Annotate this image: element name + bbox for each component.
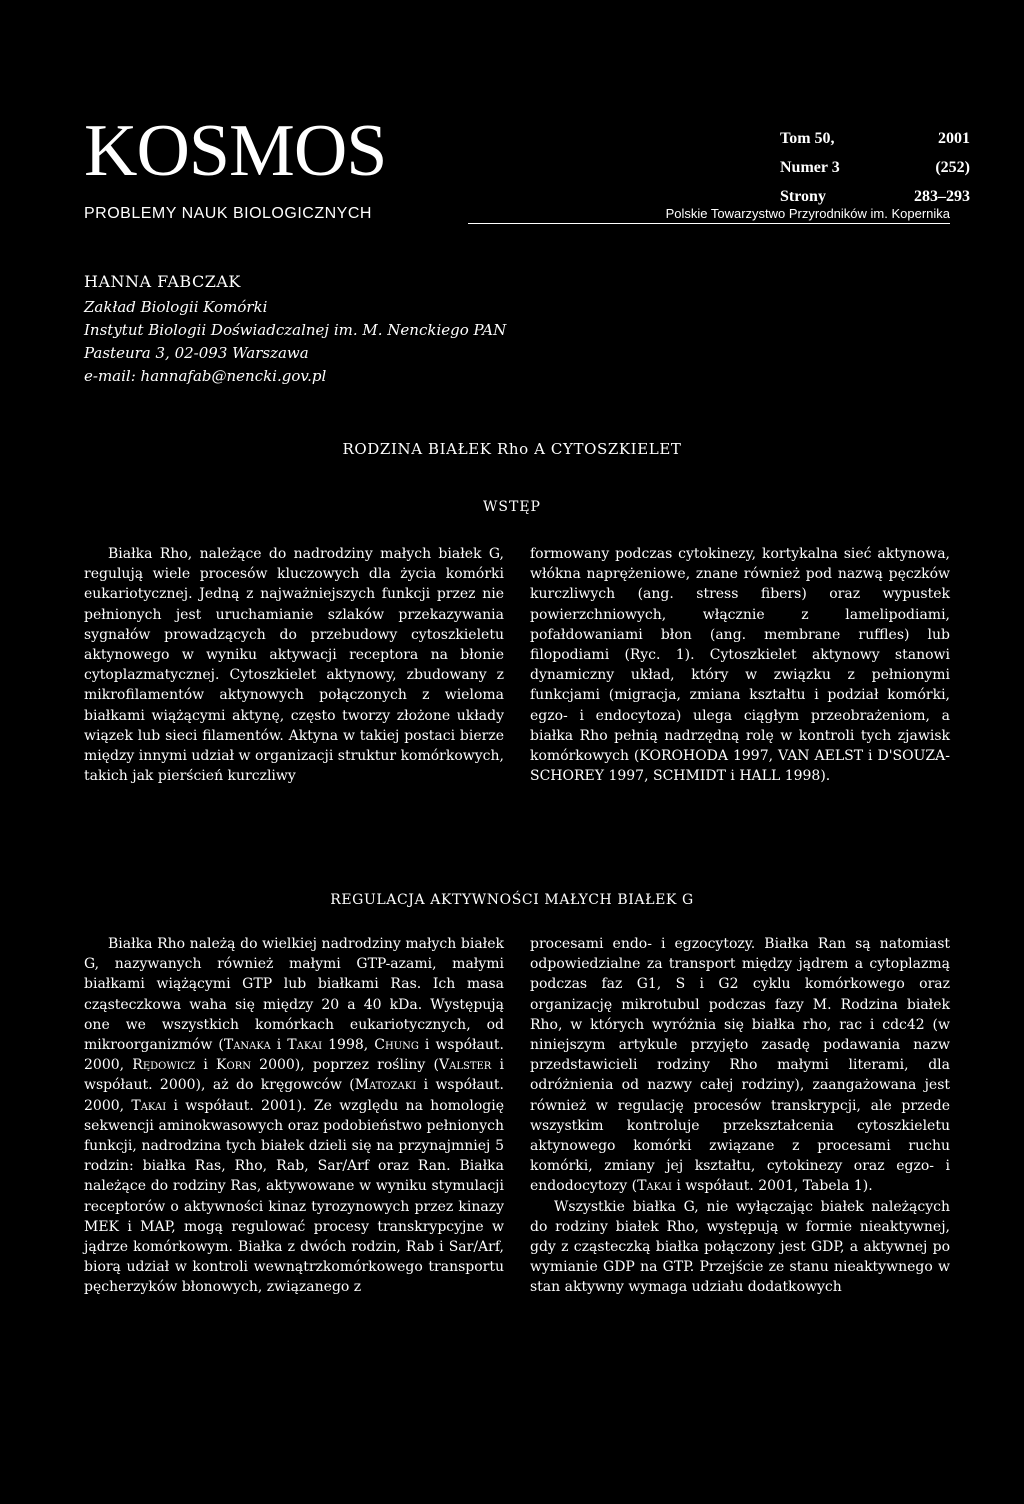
author-email: e-mail: hannafab@nencki.gov.pl bbox=[84, 367, 327, 385]
journal-logo: KOSMOS bbox=[84, 110, 387, 192]
citation-author: Takai bbox=[287, 1037, 323, 1054]
paragraph bbox=[530, 934, 950, 1197]
citation-author: Takai bbox=[637, 1178, 672, 1195]
meta-value: 2001 bbox=[938, 130, 970, 147]
citation-author: SCHMIDT bbox=[652, 768, 726, 785]
author-name: HANNA FABCZAK bbox=[84, 272, 241, 291]
paragraph bbox=[530, 544, 950, 786]
text-run: 1997, bbox=[604, 768, 653, 785]
regulation-column-right bbox=[530, 934, 950, 1298]
section-heading-intro: WSTĘP bbox=[483, 499, 541, 515]
text-run: i bbox=[270, 1037, 288, 1054]
paragraph: Wszystkie białka G, nie wyłączając białek należących do rodziny białek Rho, występują w formie nieaktywnej, gdy z cząsteczką białka połączony jest GDP, a aktywnej po wymianie GDP na GTP. Przejście ze stanu nieaktywnego w stan aktywny wymaga udziału dodatkowych bbox=[530, 1198, 950, 1296]
citation-author: Matozaki bbox=[354, 1077, 417, 1094]
text-run: 2000), poprzez rośliny ( bbox=[250, 1057, 439, 1074]
text-run: i współaut. 2001, Tabela 1). bbox=[671, 1178, 873, 1195]
meta-value: 283–293 bbox=[914, 188, 970, 205]
text-run: i bbox=[863, 748, 878, 765]
citation-author: Rędowicz bbox=[132, 1057, 196, 1074]
meta-volume bbox=[780, 124, 970, 153]
publisher-society: Polskie Towarzystwo Przyrodników im. Kopernika bbox=[665, 206, 950, 221]
citation-author: Chung bbox=[374, 1037, 419, 1054]
journal-subtitle: PROBLEMY NAUK BIOLOGICZNYCH bbox=[84, 205, 372, 222]
citation-author: KOROHODA bbox=[639, 748, 729, 765]
text-run: i współaut. 2000, bbox=[84, 1037, 504, 1074]
text-run: 1998). bbox=[780, 768, 831, 785]
meta-label: Numer 3 bbox=[780, 159, 840, 176]
text-run: procesami endo- i egzocytozy. Białka Ran są natomiast odpowiedzialne za transport między jądrem a cytoplazmą podczas faz G1, S i G2 cyklu komórkowego oraz organizację mikrotubul podczas fazy M. Rodzina białek Rho, w których wyróżnia się białka rho, rac i cdc42 (w niniejszym artykule przyjęto zasadę podawania nazw przedstawicieli rodziny Rho małymi literami, dla odróżnienia od nazwy całej rodziny), zaangażowana jest również w regulację procesów transkrypcji, ale przede wszystkim kontroluje przekształcenia cytoszkieletu aktynowego komórki związane z procesami ruchu komórki, zmiany jej kształtu, cytokinezy oraz egzo- i endodocytozy ( bbox=[530, 936, 950, 1195]
text-run: i bbox=[195, 1057, 217, 1074]
text-run: i współaut. 2001). Ze względu na homologię sekwencji aminokwasowych oraz podobieństwo pełnionych funkcji, nadrodzina tych białek dzieli się na przynajmniej 5 rodzin: białka Ras, Rho, Rab, Sar/Arf oraz Ran. Białka należące do rodziny Ras, aktywowane w wyniku stymulacji receptorów o aktywności kinaz tyrozynowych przez kinazy MEK i MAP, mogą regulować procesy transkrypcyjne w jądrze komórkowym. Białka z dwóch rodzin, Rab i Sar/Arf, biorą udział w kontroli wewnątrzkomórkowego transportu pęcherzyków błonowych, związanego z bbox=[84, 1097, 504, 1296]
paragraph: Białka Rho, należące do nadrodziny małych białek G, regulują wiele procesów kluczowych dla życia komórki eukariotycznej. Jedną z najważniejszych funkcji przez nie pełnionych jest uruchamianie szlaków przekazywania sygnałów prowadzących do przebudowy cytoszkieletu aktynowego w wyniku aktywacji receptora na błonie cytoplazmatycznej. Cytoszkielet aktynowy, zbudowany z mikrofilamentów aktynowych połączonych z wieloma białkami wiążącymi aktynę, często tworzy złożone układy wiązek lub sieci filamentów. Aktyna w takiej postaci bierze między innymi udział w organizacji struktur komórkowych, takich jak pierścień kurczliwy bbox=[84, 546, 504, 785]
intro-column-left bbox=[84, 544, 504, 786]
section-heading-regulation: REGULACJA AKTYWNOŚCI MAŁYCH BIAŁEK G bbox=[330, 892, 694, 908]
citation-author: Valster bbox=[439, 1057, 492, 1074]
paragraph bbox=[84, 934, 504, 1298]
meta-issue bbox=[780, 153, 970, 182]
text-run: 1997, bbox=[728, 748, 779, 765]
meta-label: Strony bbox=[780, 188, 826, 205]
intro-column-right bbox=[530, 544, 950, 786]
affiliation-line: Zakład Biologii Komórki bbox=[84, 298, 268, 316]
text-run: i współaut. 2000), aż do kręgowców ( bbox=[84, 1057, 504, 1094]
regulation-column-left bbox=[84, 934, 504, 1298]
meta-label: Tom 50, bbox=[780, 130, 835, 147]
citation-author: Takai bbox=[131, 1097, 167, 1114]
affiliation-line: Instytut Biologii Doświadczalnej im. M. Nenckiego PAN bbox=[84, 321, 507, 339]
paragraph-text: formowany podczas cytokinezy, kortykalna sieć aktynowa, włókna naprężeniowe, znane również pod nazwą pęczków kurczliwych (ang. stress fibers) oraz wypustek powierzchniowych, włącznie z lamelipodiami, pofałdowaniami błon (ang. membrane ruffles) lub filopodiami (Ryc. 1). Cytoszkielet aktynowy stanowi dynamiczny układ, który w związku z pełnionymi funkcjami (migracja, zmiana kształtu i podział komórki, egzo- i endocytoza) ulega ciągłym przeobrażeniom, a białka Rho pełnią nadrzędną rolę w kontroli tych zjawisk komórkowych ( bbox=[530, 546, 950, 765]
citation-author: HALL bbox=[739, 768, 781, 785]
citation-author: D'SOUZA-SCHOREY bbox=[530, 748, 950, 785]
citation-author: Korn bbox=[216, 1057, 251, 1074]
text-run: i współaut. 2000, bbox=[84, 1077, 504, 1114]
text-run: Białka Rho należą do wielkiej nadrodziny małych białek G, nazywanych również małymi GTP-azami, małymi białkami wiążącymi GTP lub białkami Ras. Ich masa cząsteczkowa waha się między 20 a 40 kDa. Występują one we wszystkich komórkach eukariotycznych, od mikroorganizmów ( bbox=[84, 936, 504, 1054]
citation-author: Tanaka bbox=[223, 1037, 271, 1054]
text-run: i bbox=[725, 768, 740, 785]
article-title: RODZINA BIAŁEK Rho A CYTOSZKIELET bbox=[342, 440, 682, 458]
affiliation-line: Pasteura 3, 02-093 Warszawa bbox=[84, 344, 309, 362]
issue-meta bbox=[780, 124, 970, 211]
meta-value: (252) bbox=[935, 159, 970, 176]
header-rule bbox=[468, 223, 950, 224]
author-affiliation bbox=[84, 296, 604, 388]
citation-author: VAN AELST bbox=[778, 748, 864, 765]
text-run: 1998, bbox=[322, 1037, 375, 1054]
